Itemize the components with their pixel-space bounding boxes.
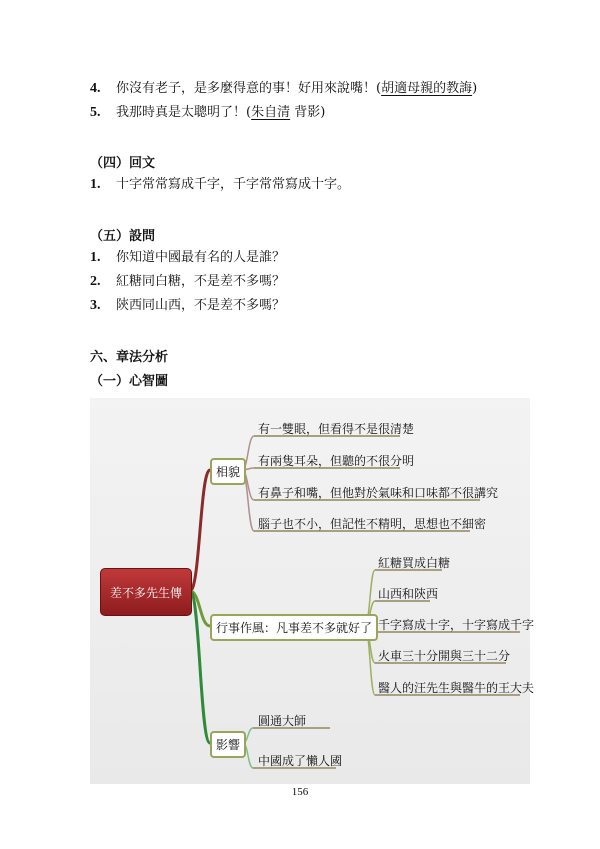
list-item bbox=[90, 249, 285, 267]
item-text: 你沒有老子，是多麼得意的事！好用來說嘴！( bbox=[116, 81, 382, 96]
item-text-end: ) bbox=[472, 81, 478, 96]
leaf-node: 圓通大師 bbox=[258, 714, 307, 728]
leaf-node: 醫人的汪先生與醫牛的王大夫 bbox=[378, 681, 535, 695]
item-number: 1. bbox=[90, 177, 101, 192]
branch-appearance: 相貌 bbox=[210, 458, 246, 485]
item-text: 我那時真是太聰明了！( bbox=[116, 105, 252, 120]
item-text: 十字常常寫成千字，千字常常寫成十字。 bbox=[116, 177, 351, 192]
item-number: 1. bbox=[90, 250, 101, 265]
section-heading-4: （四）回文 bbox=[90, 156, 156, 171]
leaf-node: 有一雙眼，但看得不是很清楚 bbox=[258, 422, 415, 436]
list-item-5 bbox=[90, 104, 325, 122]
item-number: 5. bbox=[90, 105, 101, 120]
leaf-node: 山西和陝西 bbox=[378, 587, 439, 601]
leaf-node: 有鼻子和嘴，但他對於氣味和口味都不很講究 bbox=[258, 486, 499, 500]
list-item bbox=[90, 176, 350, 194]
item-text: 紅糖同白糖，不是差不多嗎？ bbox=[116, 274, 286, 289]
item-text: 陝西同山西，不是差不多嗎？ bbox=[116, 298, 286, 313]
item-source: 胡適母親的教誨 bbox=[381, 81, 473, 96]
leaf-node: 火車三十分開與三十二分 bbox=[378, 649, 511, 663]
branch-behavior: 行事作風：凡事差不多就好了 bbox=[210, 614, 378, 641]
item-number: 2. bbox=[90, 274, 101, 289]
section-heading-5: （五）設問 bbox=[90, 229, 156, 244]
mind-map-root: 差不多先生傳 bbox=[100, 568, 192, 616]
item-number: 4. bbox=[90, 81, 101, 96]
leaf-node: 中國成了懶人國 bbox=[258, 754, 343, 768]
leaf-node: 千字寫成十字，十字寫成千字 bbox=[378, 618, 535, 632]
item-text-end: 背影) bbox=[290, 105, 326, 120]
item-number: 3. bbox=[90, 298, 101, 313]
page-number: 156 bbox=[291, 786, 309, 798]
list-item bbox=[90, 273, 285, 291]
item-text: 你知道中國最有名的人是誰？ bbox=[116, 250, 286, 265]
leaf-node: 腦子也不小，但記性不精明，思想也不細密 bbox=[258, 517, 487, 531]
section-heading-6: 六、章法分析 bbox=[90, 350, 169, 365]
list-item-4 bbox=[90, 80, 477, 98]
mind-map bbox=[90, 398, 535, 784]
leaf-node: 有兩隻耳朵，但聽的不很分明 bbox=[258, 454, 415, 468]
branch-influence: 影響 bbox=[210, 731, 246, 758]
subsection-heading: （一）心智圖 bbox=[90, 374, 169, 389]
leaf-node: 紅糖買成白糖 bbox=[378, 556, 451, 570]
list-item bbox=[90, 297, 285, 315]
item-source: 朱自清 bbox=[251, 105, 291, 120]
